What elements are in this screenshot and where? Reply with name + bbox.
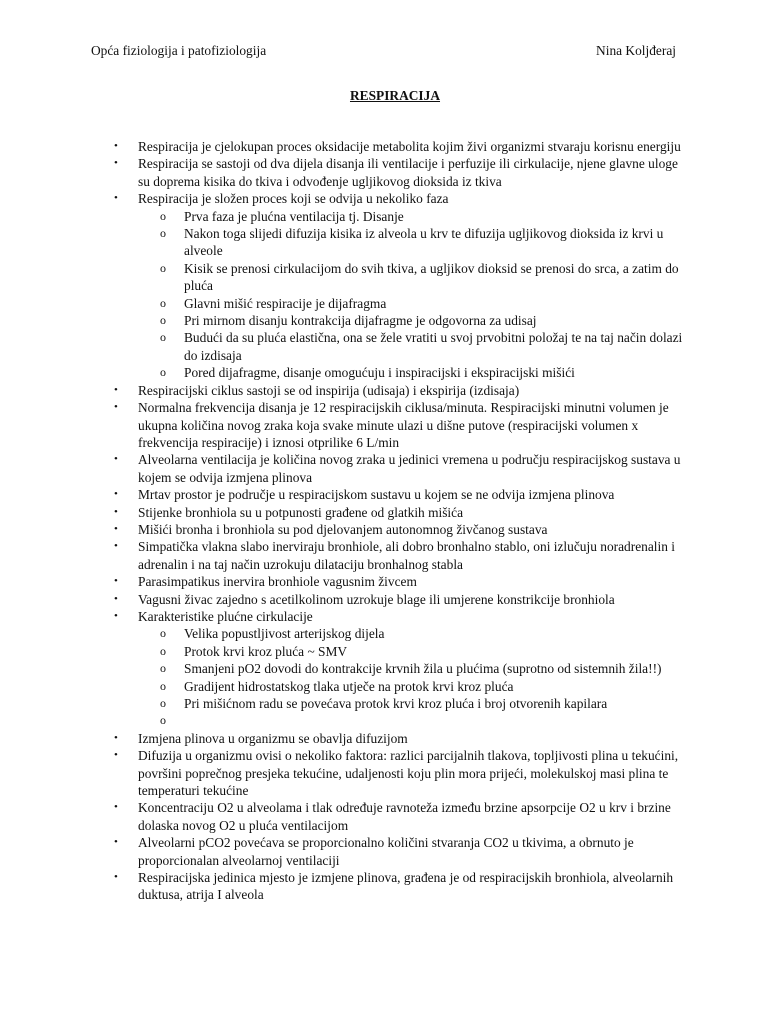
list-item-text: Normalna frekvencija disanja je 12 respiracijskih ciklusa/minuta. Respiracijski minutni volumen je ukupna količina novog zraka koja svake minute ulazi u dišne putove (respiracijski volumen x frekvencija respiracije) i iznosi otprilike 6 L/min [138, 400, 669, 450]
sub-list-item [138, 329, 688, 364]
sub-list-item [138, 678, 688, 695]
list-item-text: Izmjena plinova u organizmu se obavlja difuzijom [138, 730, 408, 746]
bullet-icon: • [114, 609, 118, 622]
sub-list-item-text: Prva faza je plućna ventilacija tj. Disanje [184, 208, 404, 224]
bullet-icon: • [114, 401, 118, 414]
sub-list-item-text: Nakon toga slijedi difuzija kisika iz alveola u krv te difuzija ugljikovog dioksida iz krvi u alveole [184, 226, 664, 259]
list-item [0, 486, 768, 503]
list-item [0, 451, 768, 486]
bullet-icon: • [114, 383, 118, 396]
circle-bullet-icon: o [160, 678, 166, 693]
list-item [0, 190, 768, 381]
circle-bullet-icon: o [160, 313, 166, 328]
list-item-text: Respiracija je složen proces koji se odvija u nekoliko faza [138, 191, 449, 207]
list-item-text: Respiracija se sastoji od dva dijela disanja ili ventilacije i perfuzije ili cirkulacije, njene glavne uloge su doprema kisika do tkiva i odvođenje ugljikovog dioksida iz tkiva [138, 156, 678, 189]
list-item [0, 573, 768, 590]
bullet-icon: • [114, 140, 118, 152]
sub-list-item [138, 225, 688, 260]
bullet-icon: • [114, 192, 118, 205]
list-item [0, 591, 768, 608]
bullet-icon: • [114, 453, 118, 466]
bullet-icon: • [114, 575, 118, 588]
bullet-icon: • [114, 592, 118, 605]
bullet-icon: • [114, 749, 118, 762]
list-item [0, 399, 768, 451]
list-item [0, 834, 768, 869]
sub-list-item [138, 312, 688, 329]
circle-bullet-icon: o [160, 661, 166, 676]
list-item-text: Vagusni živac zajedno s acetilkolinom uzrokuje blage ili umjerene konstrikcije bronhiola [138, 591, 615, 607]
list-item-text: Mišići bronha i bronhiola su pod djelovanjem autonomnog živčanog sustava [138, 521, 548, 537]
sub-list-item-text: Smanjeni pO2 dovodi do kontrakcije krvnih žila u plućima (suprotno od sistemnih žila!!) [184, 661, 662, 677]
circle-bullet-icon: o [160, 365, 166, 380]
bullet-icon: • [114, 157, 118, 170]
sub-list-item [138, 364, 688, 381]
list-item-text: Alveolarni pCO2 povećava se proporcionalno količini stvaranja CO2 u tkivima, a obrnuto je proporcionalan alveolarnoj ventilaciji [138, 835, 634, 868]
bullet-icon: • [114, 836, 118, 849]
bullet-icon: • [114, 801, 118, 814]
bullet-list [0, 138, 768, 904]
circle-bullet-icon: o [160, 643, 166, 658]
bullet-icon: • [114, 505, 118, 518]
list-item [0, 799, 768, 834]
list-item [0, 382, 768, 399]
sub-list [138, 625, 688, 729]
document-title: RESPIRACIJA [349, 88, 441, 103]
bullet-icon: • [114, 540, 118, 553]
bullet-icon: • [114, 731, 118, 744]
bullet-icon: • [114, 488, 118, 501]
sub-list-item-text: Gradijent hidrostatskog tlaka utječe na protok krvi kroz pluća [184, 678, 514, 694]
list-item [0, 538, 768, 573]
list-item-text: Koncentraciju O2 u alveolama i tlak određuje ravnoteža između brzine apsorpcije O2 u krv i brzine dolaska novog O2 u pluća ventilacijom [138, 800, 671, 833]
circle-bullet-icon: o [160, 713, 166, 728]
circle-bullet-icon: o [160, 260, 166, 275]
sub-list-item [138, 660, 688, 677]
sub-list-item [138, 260, 688, 295]
bullet-icon: • [114, 522, 118, 535]
sub-list-item-text: Glavni mišić respiracije je dijafragma [184, 295, 387, 311]
list-item-text: Stijenke bronhiola su u potpunosti građene od glatkih mišića [138, 504, 464, 520]
circle-bullet-icon: o [160, 330, 166, 345]
sub-list-item-text: Pri mirnom disanju kontrakcija dijafragme je odgovorna za udisaj [184, 313, 537, 329]
sub-list [138, 208, 688, 382]
sub-list-item-text: Pri mišićnom radu se povećava protok krvi kroz pluća i broj otvorenih kapilara [184, 696, 608, 711]
list-item-text: Respiracijski ciklus sastoji se od inspirija (udisaja) i ekspirija (izdisaja) [138, 382, 520, 398]
circle-bullet-icon: o [160, 696, 166, 710]
list-item-text: Parasimpatikus inervira bronhiole vagusnim živcem [138, 574, 417, 590]
list-item [0, 138, 768, 155]
sub-list-item-text: Protok krvi kroz pluća ~ SMV [184, 643, 348, 659]
sub-list-item [138, 625, 688, 642]
sub-list-item-text: Velika popustljivost arterijskog dijela [184, 626, 385, 642]
list-item-text: Mrtav prostor je područje u respiracijskom sustavu u kojem se ne odvija izmjena plinova [138, 487, 615, 503]
list-item [0, 504, 768, 521]
circle-bullet-icon: o [160, 208, 166, 223]
bullet-icon: • [114, 871, 118, 884]
circle-bullet-icon: o [160, 295, 166, 310]
circle-bullet-icon: o [160, 626, 166, 641]
list-item [0, 608, 768, 730]
list-item-text: Alveolarna ventilacija je količina novog zraka u jedinici vremena u području respiracijskog sustava u kojem se odvija izmjena plinova [138, 452, 681, 485]
list-item [0, 869, 768, 904]
list-item-text: Simpatička vlakna slabo inerviraju bronhiole, ali dobro bronhalno stablo, oni izlučuju noradrenalin i adrenalin i na taj način uzrokuju dilataciju bronhalnog stabla [138, 539, 675, 572]
list-item [0, 730, 768, 747]
list-item-text: Difuzija u organizmu ovisi o nekoliko faktora: razlici parcijalnih tlakova, topljivosti plina u tekućini, površini poprečnog presjeka tekućine, udaljenosti koju plin mora prijeći, molekulskoj masi plina te temperaturi tekućine [138, 748, 679, 799]
sub-list-item [138, 643, 688, 660]
list-item-text: Respiracija je cjelokupan proces oksidacije metabolita kojim živi organizmi stvaraju korisnu energiju [138, 139, 681, 154]
sub-list-item-text: Budući da su pluća elastična, ona se žele vratiti u svoj prvobitni položaj te na taj način dolazi do izdisaja [184, 330, 683, 363]
circle-bullet-icon: o [160, 226, 166, 241]
list-item [0, 747, 768, 799]
list-item-text: Karakteristike plućne cirkulacije [138, 608, 313, 624]
sub-list-item [138, 295, 688, 312]
sub-list-item [138, 695, 688, 712]
sub-list-item-text: Pored dijafragme, disanje omogućuju i inspiracijski i ekspiracijski mišići [184, 365, 575, 381]
header-author: Nina Koljđeraj [596, 43, 676, 58]
list-item-text: Respiracijska jedinica mjesto je izmjene plinova, građena je od respiracijskih bronhiola, alveolarnih duktusa, atrija I alveola [138, 870, 674, 903]
sub-list-item [138, 208, 688, 225]
header-course-title: Opća fiziologija i patofiziologija [91, 43, 267, 58]
list-item [0, 521, 768, 538]
list-item [0, 155, 768, 190]
sub-list-item-text: Kisik se prenosi cirkulacijom do svih tkiva, a ugljikov dioksid se prenosi do srca, a zatim do pluća [184, 260, 679, 294]
sub-list-item [138, 712, 688, 729]
